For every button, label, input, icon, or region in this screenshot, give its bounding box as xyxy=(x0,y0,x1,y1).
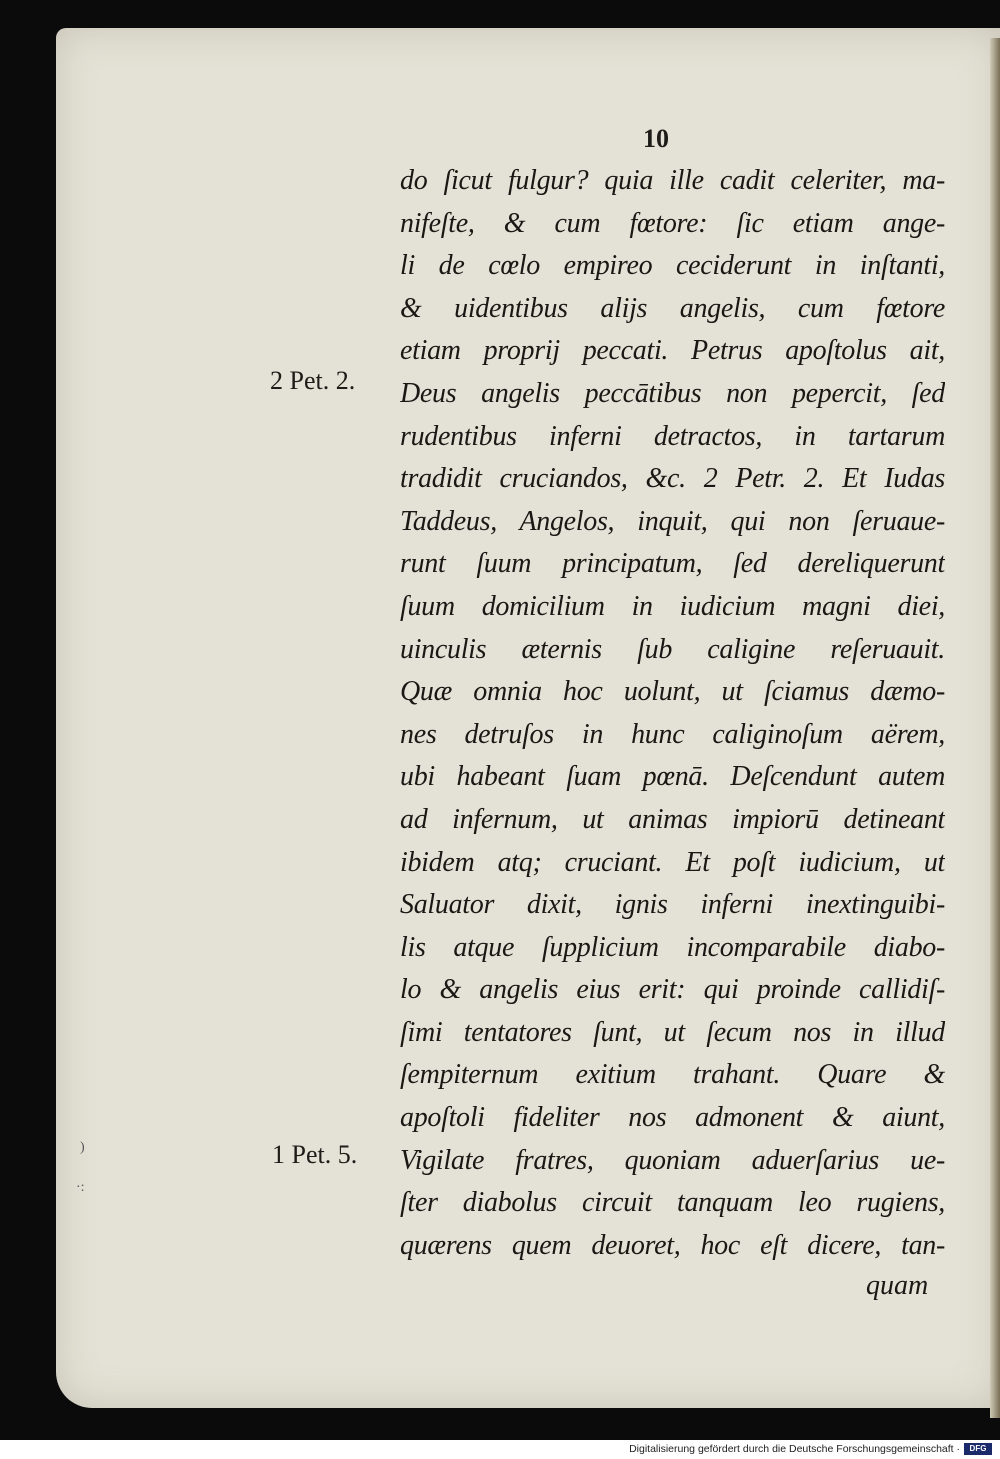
text-line: & uidentibus alijs angelis, cum fœtore xyxy=(400,292,945,324)
text-line: ſempiternum exitium trahant. Quare & xyxy=(400,1059,945,1091)
text-line: nes detruſos in hunc caliginoſum aërem, xyxy=(400,718,945,750)
text-line: lo & angelis eius erit: qui proinde callidiſ- xyxy=(400,974,945,1006)
page-edge xyxy=(990,38,1000,1418)
text-line: nifeſte, & cum fœtore: ſic etiam ange- xyxy=(400,207,945,239)
text-line: ſter diabolus circuit tanquam leo rugiens, xyxy=(400,1187,945,1219)
text-line: li de cœlo empireo ceciderunt in inſtanti, xyxy=(400,250,945,282)
footer-credit: Digitalisierung gefördert durch die Deutsche Forschungsgemeinschaft · xyxy=(629,1443,960,1455)
text-line: Taddeus, Angelos, inquit, qui non ſeruaue- xyxy=(400,505,945,537)
text-line: ſuum domicilium in iudicium magni diei, xyxy=(400,590,945,622)
text-line: uinculis æternis ſub caligine reſeruauit. xyxy=(400,633,945,665)
catchword: quam xyxy=(866,1270,929,1301)
page-number: 10 xyxy=(643,124,669,153)
margin-note-reference: 1 Pet. 5. xyxy=(272,1140,358,1169)
text-line: do ſicut fulgur? quia ille cadit celeriter, ma- xyxy=(400,165,945,196)
ink-blot: ·: xyxy=(76,1180,85,1195)
text-line: quærens quem deuoret, hoc eſt dicere, tan- xyxy=(400,1229,945,1261)
text-line: rudentibus inferni detractos, in tartarum xyxy=(400,420,945,452)
text-line: ad infernum, ut animas impiorū detineant xyxy=(400,803,945,835)
text-line: Quæ omnia hoc uolunt, ut ſciamus dæmo- xyxy=(400,676,945,708)
text-line: Saluator dixit, ignis inferni inextinguibi- xyxy=(400,889,945,921)
text-line: Vigilate fratres, quoniam aduerſarius ue- xyxy=(400,1144,945,1176)
text-line: ubi habeant ſuam pœnā. Deſcendunt autem xyxy=(400,761,945,793)
body-text xyxy=(400,160,945,1267)
margin-note-reference: 2 Pet. 2. xyxy=(270,366,356,395)
ink-blot: ) xyxy=(80,1140,85,1155)
text-line: lis atque ſupplicium incomparabile diabo- xyxy=(400,931,945,963)
text-line: tradidit cruciandos, &c. 2 Petr. 2. Et Iudas xyxy=(400,463,945,495)
text-line: ſimi tentatores ſunt, ut ſecum nos in illud xyxy=(400,1016,945,1048)
text-line: Deus angelis peccātibus non pepercit, ſed xyxy=(400,377,945,409)
text-line: runt ſuum principatum, ſed dereliquerunt xyxy=(400,548,945,580)
text-line: etiam proprij peccati. Petrus apoſtolus ait, xyxy=(400,335,945,367)
dfg-logo-icon: DFG xyxy=(964,1443,992,1455)
text-line: ibidem atq; cruciant. Et poſt iudicium, ut xyxy=(400,846,945,878)
text-line: apoſtoli fideliter nos admonent & aiunt, xyxy=(400,1102,945,1134)
